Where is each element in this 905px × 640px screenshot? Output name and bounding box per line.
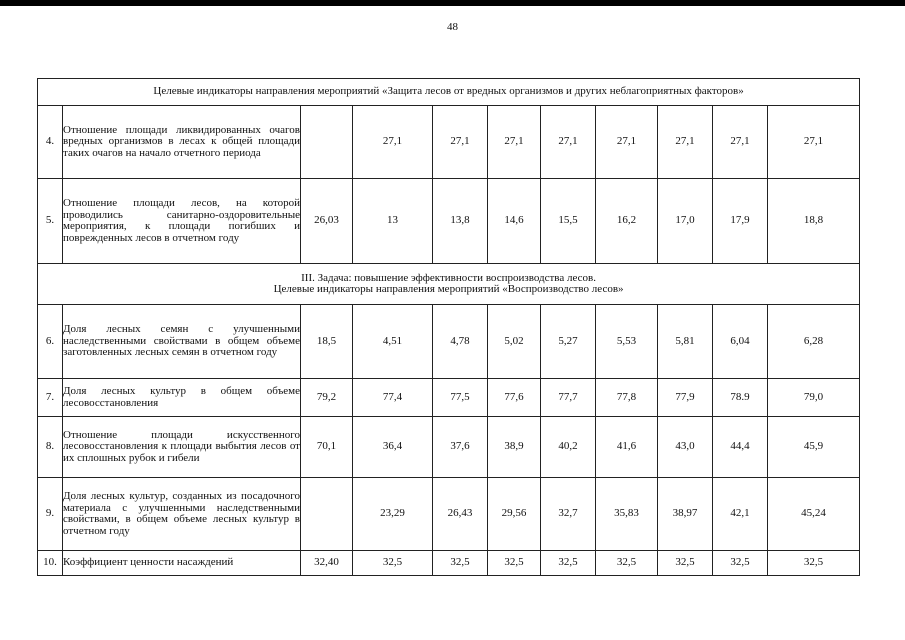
section-title <box>38 264 860 305</box>
value-cell: 79,2 <box>301 379 353 417</box>
value-cell: 27,1 <box>768 106 860 179</box>
value-cell: 32,5 <box>768 551 860 576</box>
row-number: 9. <box>38 478 63 551</box>
value-cell: 32,5 <box>541 551 596 576</box>
value-cell: 15,5 <box>541 179 596 264</box>
section-header-row <box>38 79 860 106</box>
indicator-name: Доля лесных культур в общем объеме лесовосстановления <box>63 379 301 417</box>
indicators-table <box>37 78 860 576</box>
row-number: 6. <box>38 305 63 379</box>
table-row <box>38 379 860 417</box>
value-cell: 5,53 <box>596 305 658 379</box>
value-cell: 45,9 <box>768 417 860 478</box>
indicator-name: Доля лесных семян с улучшенными наследственными свойствами в общем объеме заготовленных лесных семян в отчетном году <box>63 305 301 379</box>
value-cell: 6,04 <box>713 305 768 379</box>
value-cell: 5,81 <box>658 305 713 379</box>
value-cell: 43,0 <box>658 417 713 478</box>
value-cell: 32,5 <box>713 551 768 576</box>
value-cell: 77,6 <box>488 379 541 417</box>
value-cell: 77,9 <box>658 379 713 417</box>
value-cell: 40,2 <box>541 417 596 478</box>
value-cell: 13 <box>353 179 433 264</box>
value-cell: 42,1 <box>713 478 768 551</box>
value-cell: 32,40 <box>301 551 353 576</box>
value-cell: 32,5 <box>353 551 433 576</box>
value-cell: 4,51 <box>353 305 433 379</box>
table-row <box>38 305 860 379</box>
value-cell: 32,5 <box>658 551 713 576</box>
value-cell: 23,29 <box>353 478 433 551</box>
table-row <box>38 551 860 576</box>
value-cell: 18,8 <box>768 179 860 264</box>
value-cell: 79,0 <box>768 379 860 417</box>
table-row <box>38 106 860 179</box>
table-row <box>38 417 860 478</box>
value-cell: 27,1 <box>713 106 768 179</box>
value-cell: 27,1 <box>353 106 433 179</box>
section-title: Целевые индикаторы направления мероприятий «Защита лесов от вредных организмов и других неблагоприятных факторов» <box>38 79 860 106</box>
value-cell: 38,9 <box>488 417 541 478</box>
value-cell: 70,1 <box>301 417 353 478</box>
value-cell: 16,2 <box>596 179 658 264</box>
table-body <box>38 79 860 576</box>
row-number: 10. <box>38 551 63 576</box>
value-cell: 27,1 <box>658 106 713 179</box>
value-cell: 13,8 <box>433 179 488 264</box>
value-cell: 77,8 <box>596 379 658 417</box>
value-cell <box>301 478 353 551</box>
page-top-border <box>0 0 905 6</box>
value-cell: 29,56 <box>488 478 541 551</box>
value-cell: 32,7 <box>541 478 596 551</box>
indicator-name: Доля лесных культур, созданных из посадочного материала с улучшенными наследственными свойствами, в общем объеме лесных культур в отчетном году <box>63 478 301 551</box>
indicator-name: Отношение площади ликвидированных очагов вредных организмов в лесах к общей площади таких очагов на начало отчетного периода <box>63 106 301 179</box>
value-cell: 77,5 <box>433 379 488 417</box>
value-cell: 27,1 <box>433 106 488 179</box>
value-cell: 5,02 <box>488 305 541 379</box>
value-cell: 38,97 <box>658 478 713 551</box>
value-cell: 32,5 <box>596 551 658 576</box>
value-cell: 5,27 <box>541 305 596 379</box>
indicator-name: Отношение площади искусственного лесовосстановления к площади выбытия лесов от их сплошных рубок и гибели <box>63 417 301 478</box>
value-cell: 77,4 <box>353 379 433 417</box>
value-cell: 6,28 <box>768 305 860 379</box>
section-task-line: III. Задача: повышение эффективности воспроизводства лесов. <box>301 271 596 284</box>
value-cell: 27,1 <box>541 106 596 179</box>
value-cell: 77,7 <box>541 379 596 417</box>
row-number: 5. <box>38 179 63 264</box>
table-row <box>38 478 860 551</box>
value-cell: 35,83 <box>596 478 658 551</box>
value-cell: 27,1 <box>596 106 658 179</box>
section-indicators-line: Целевые индикаторы направления мероприятий «Воспроизводство лесов» <box>273 283 624 295</box>
value-cell <box>301 106 353 179</box>
value-cell: 45,24 <box>768 478 860 551</box>
value-cell: 37,6 <box>433 417 488 478</box>
value-cell: 32,5 <box>433 551 488 576</box>
row-number: 8. <box>38 417 63 478</box>
page-number: 48 <box>447 21 458 33</box>
value-cell: 18,5 <box>301 305 353 379</box>
section-header-row <box>38 264 860 305</box>
value-cell: 17,0 <box>658 179 713 264</box>
value-cell: 44,4 <box>713 417 768 478</box>
value-cell: 32,5 <box>488 551 541 576</box>
value-cell: 26,03 <box>301 179 353 264</box>
value-cell: 27,1 <box>488 106 541 179</box>
value-cell: 26,43 <box>433 478 488 551</box>
table-row <box>38 179 860 264</box>
row-number: 4. <box>38 106 63 179</box>
value-cell: 14,6 <box>488 179 541 264</box>
value-cell: 78.9 <box>713 379 768 417</box>
row-number: 7. <box>38 379 63 417</box>
indicator-name: Коэффициент ценности насаждений <box>63 551 301 576</box>
value-cell: 36,4 <box>353 417 433 478</box>
value-cell: 4,78 <box>433 305 488 379</box>
value-cell: 17,9 <box>713 179 768 264</box>
value-cell: 41,6 <box>596 417 658 478</box>
indicator-name: Отношение площади лесов, на которой проводились санитарно-оздоровительные мероприятия, к площади погибших и поврежденных лесов в отчетном году <box>63 179 301 264</box>
